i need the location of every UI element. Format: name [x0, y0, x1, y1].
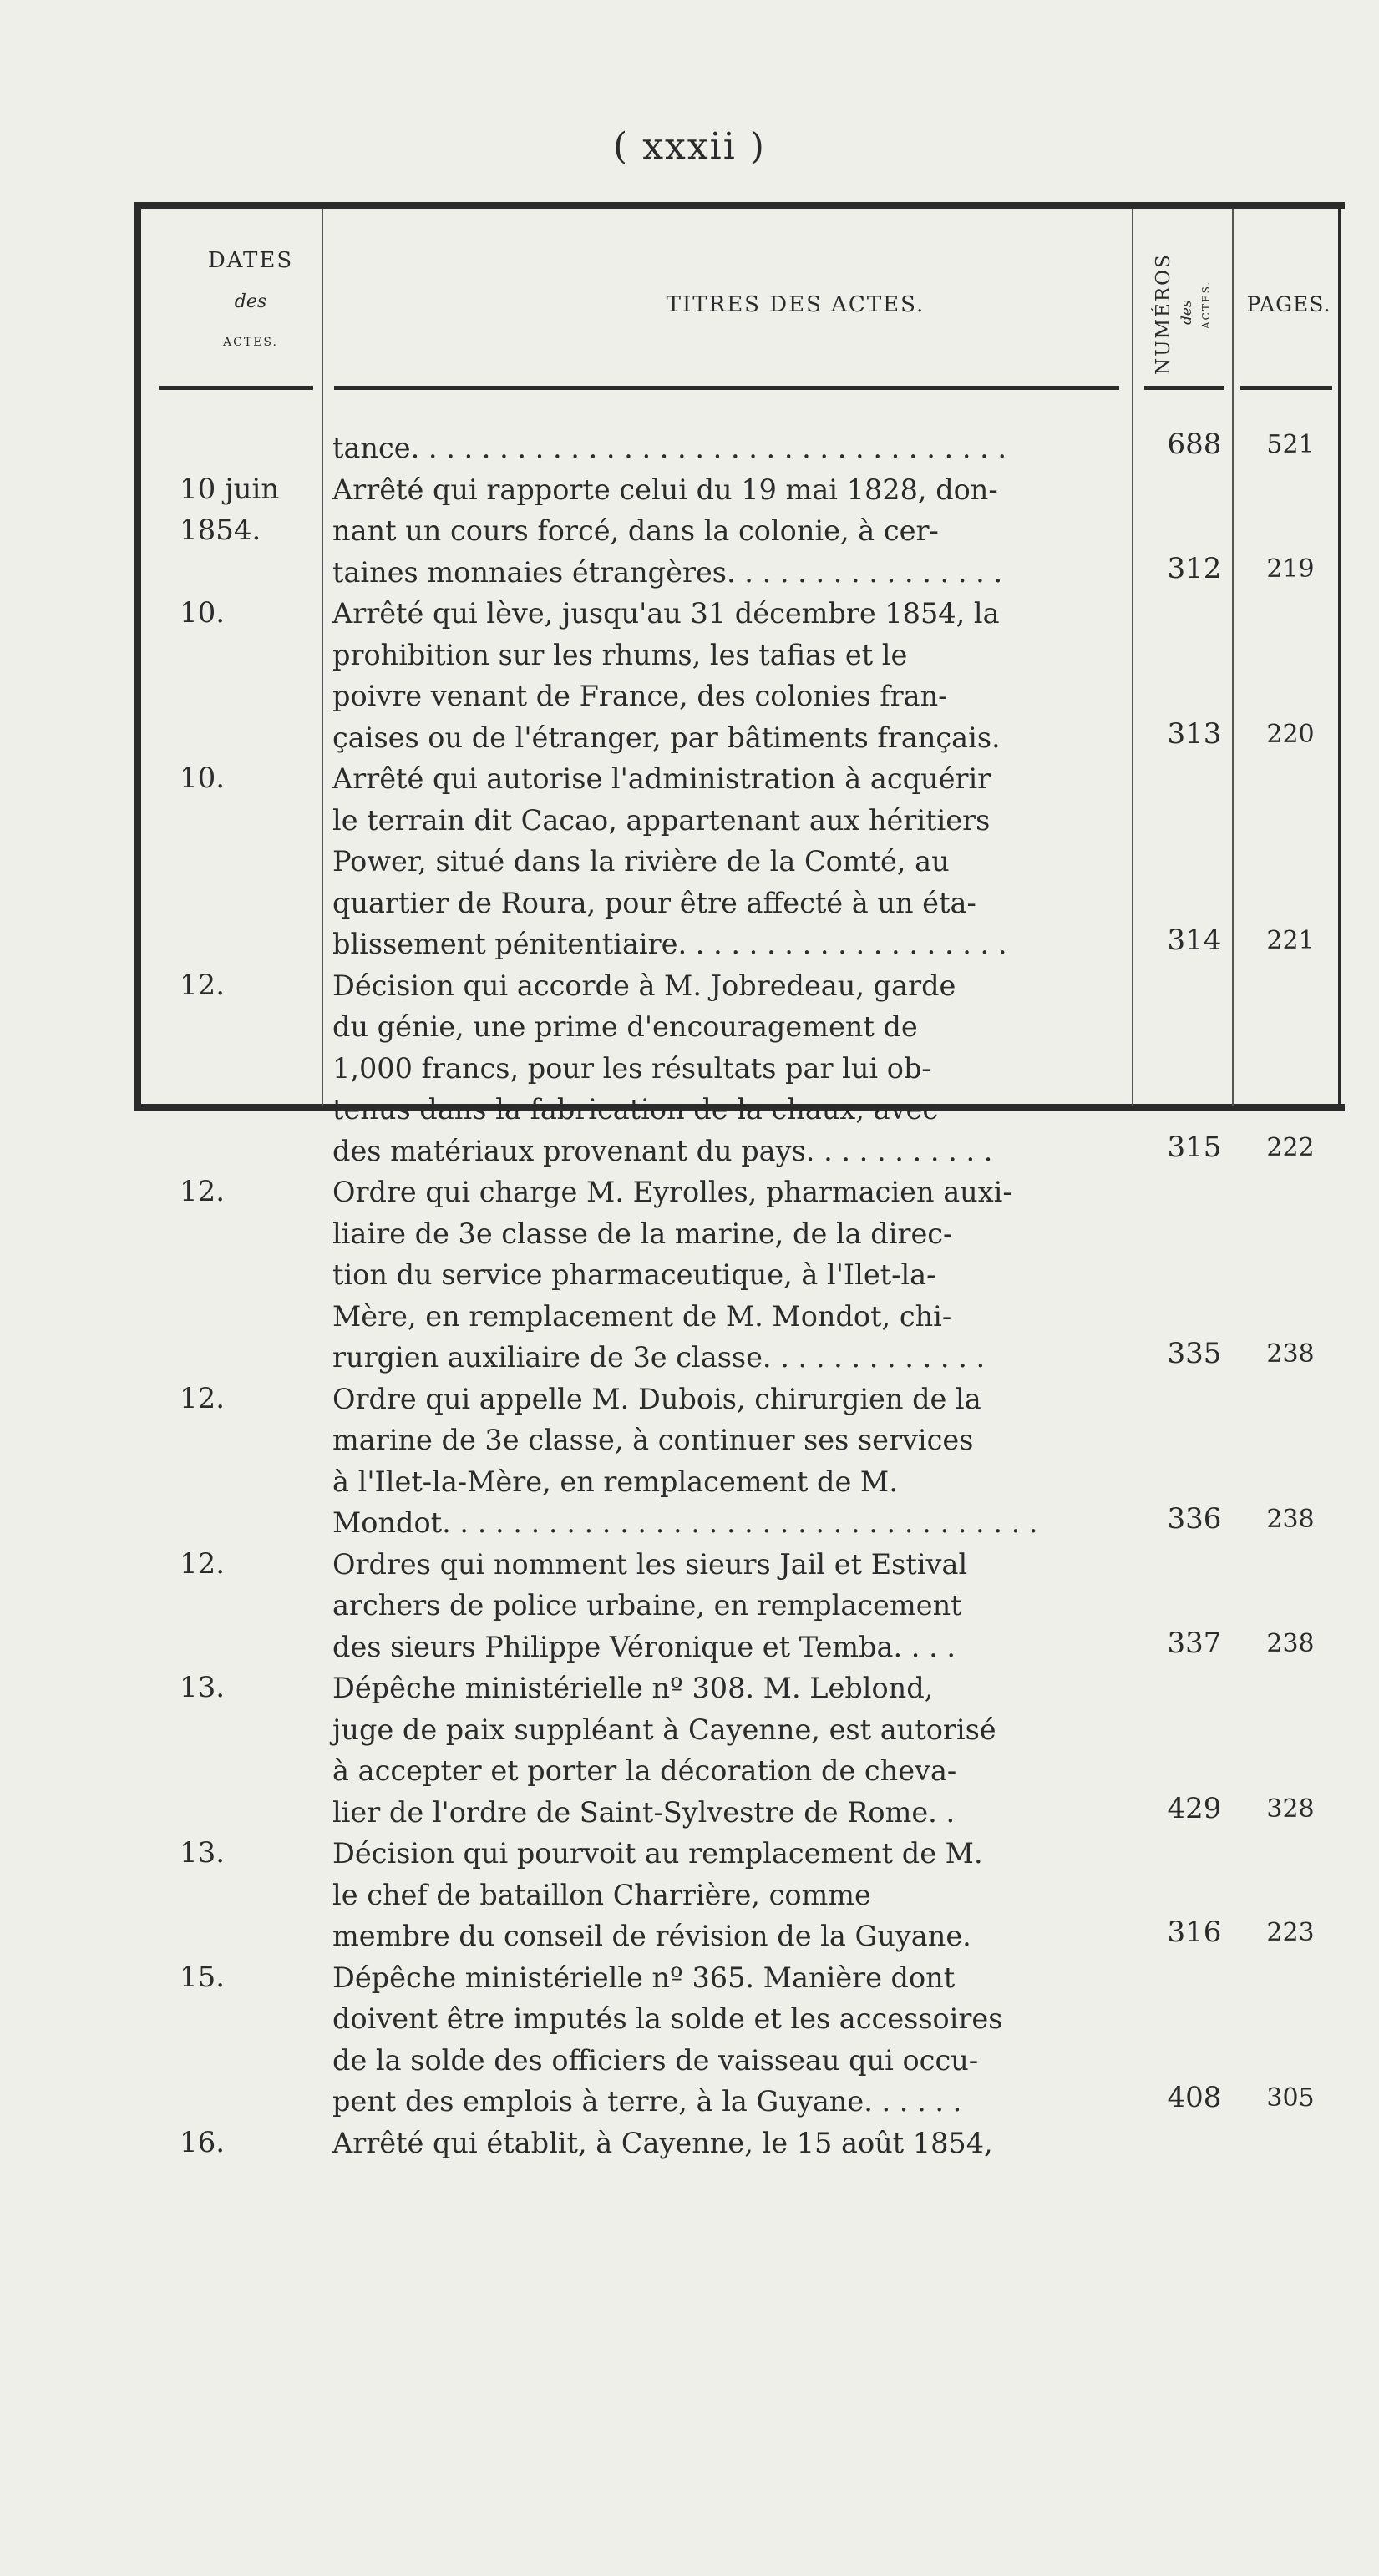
act-date-line: 13.: [180, 1671, 226, 1704]
act-date-line: 1854.: [180, 514, 261, 547]
act-date-line: 12.: [180, 1175, 226, 1208]
act-date: [180, 593, 338, 676]
act-number: 688: [1167, 428, 1222, 461]
act-number: 429: [1167, 1791, 1222, 1825]
act-page: 521: [1266, 430, 1315, 459]
act-title: [332, 1833, 1094, 1957]
act-number: 408: [1167, 2081, 1222, 2114]
header-pages: PAGES.: [1246, 292, 1331, 316]
act-date-line: [180, 1875, 338, 1916]
column-divider-numeros: [1232, 209, 1234, 1106]
act-title-line: tance. . . . . . . . . . . . . . . . . . . . . . . . . . . . . . . . . .: [332, 432, 1007, 464]
act-title: [332, 758, 1094, 965]
act-date: [180, 965, 338, 1048]
act-page: 219: [1266, 554, 1315, 584]
act-number: 335: [1167, 1337, 1222, 1370]
act-title-line: archers de police urbaine, en remplacement: [332, 1589, 962, 1622]
act-title: [332, 1172, 1094, 1379]
act-title-line: lier de l'ordre de Saint-Sylvestre de Rome. .: [332, 1795, 956, 1829]
act-title-line: doivent être imputés la solde et les accessoires: [332, 2002, 1003, 2035]
header-numeros: [1148, 225, 1224, 383]
act-title-line: le chef de bataillon Charrière, comme: [332, 1878, 871, 1911]
act-title-line: Mère, en remplacement de M. Mondot, chi-: [332, 1299, 952, 1333]
act-title-line: Ordre qui charge M. Eyrolles, pharmacien auxi-: [332, 1176, 1012, 1208]
act-date-line: 10 juin: [180, 472, 280, 506]
act-date-line: [180, 1998, 338, 2040]
header-underline-dates: [159, 386, 313, 390]
header-dates-actes: ACTES.: [223, 336, 278, 349]
act-title-line: prohibition sur les rhums, les tafias et le: [332, 638, 908, 671]
act-date-line: 10.: [180, 596, 226, 630]
act-page: 238: [1266, 1628, 1315, 1658]
act-title-line: blissement pénitentiaire. . . . . . . . . . . . . . . . . . .: [332, 928, 1007, 960]
act-date: [180, 1172, 338, 1254]
act-date: [180, 1957, 338, 2040]
header-underline-titles: [334, 386, 1119, 390]
act-title-line: tion du service pharmaceutique, à l'Ilet-la-: [332, 1258, 936, 1291]
act-title: [332, 1379, 1094, 1544]
act-title: [332, 965, 1094, 1172]
act-title-line: Décision qui accorde à M. Jobredeau, garde: [332, 969, 956, 1002]
header-dates: DATES: [207, 248, 294, 273]
act-title-line: rurgien auxiliaire de 3e classe. . . . . . . . . . . . .: [332, 1341, 986, 1374]
act-title-line: Arrêté qui rapporte celui du 19 mai 1828, don-: [332, 473, 998, 506]
act-title-line: taines monnaies étrangères. . . . . . . . . . . . . . . .: [332, 555, 1003, 589]
act-title-line: tenus dans la fabrication de la chaux, avec: [332, 1093, 939, 1126]
act-page: 328: [1266, 1794, 1315, 1824]
act-title: [332, 1957, 1094, 2123]
header-dates-des: des: [234, 291, 267, 312]
act-title-line: Power, situé dans la rivière de la Comté, au: [332, 845, 950, 878]
act-date-line: 15.: [180, 1960, 226, 1994]
act-title-line: de la solde des officiers de vaisseau qui occu-: [332, 2043, 979, 2077]
act-date: [180, 469, 338, 552]
act-title-line: Ordres qui nomment les sieurs Jail et Estival: [332, 1547, 968, 1581]
act-date-line: [180, 800, 338, 842]
act-title-line: Décision qui pourvoit au remplacement de M.: [332, 1837, 983, 1870]
act-title-line: liaire de 3e classe de la marine, de la direc-: [332, 1217, 953, 1250]
act-title-line: du génie, une prime d'encouragement de: [332, 1010, 918, 1043]
act-title-line: nant un cours forcé, dans la colonie, à cer-: [332, 514, 939, 547]
act-date-line: [180, 1420, 338, 1461]
act-date: [180, 2123, 338, 2205]
act-date-line: 12.: [180, 1546, 226, 1581]
act-date: [180, 1668, 338, 1750]
act-title-line: 1,000 francs, pour les résultats par lui ob-: [332, 1051, 931, 1085]
act-title-line: le terrain dit Cacao, appartenant aux héritiers: [332, 803, 991, 837]
act-date: [180, 1544, 338, 1627]
act-title: [332, 1668, 1094, 1833]
act-date-line: 10.: [180, 762, 226, 795]
act-date-line: 13.: [180, 1836, 226, 1870]
act-title-line: à accepter et porter la décoration de cheva-: [332, 1754, 957, 1787]
table-top-rule: [134, 202, 1345, 209]
column-divider-titles: [1132, 209, 1133, 1106]
act-number: 313: [1167, 716, 1222, 751]
header-underline-numeros: [1144, 386, 1224, 390]
act-date-line: [180, 1585, 338, 1627]
act-page: 305: [1266, 2083, 1315, 2113]
act-title-line: à l'Ilet-la-Mère, en remplacement de M.: [332, 1465, 898, 1498]
table-left-rule: [134, 202, 141, 1111]
act-number: 336: [1167, 1502, 1222, 1536]
act-date-line: 16.: [180, 2125, 226, 2159]
act-title-line: poivre venant de France, des colonies fran-: [332, 680, 948, 712]
act-date-line: 12.: [180, 968, 226, 1002]
act-date-line: [180, 1006, 338, 1048]
act-page: 223: [1266, 1918, 1315, 1947]
act-title-line: juge de paix suppléant à Cayenne, est autorisé: [332, 1713, 996, 1746]
act-number: 337: [1167, 1626, 1222, 1660]
act-date-line: 12.: [180, 1381, 226, 1415]
header-numeros-label: NUMÉROS: [1153, 253, 1174, 375]
act-title-line: Arrêté qui établit, à Cayenne, le 15 août 1854,: [332, 2126, 993, 2159]
act-date-line: [180, 1709, 338, 1751]
act-title-line: Arrêté qui lève, jusqu'au 31 décembre 1854, la: [332, 597, 1000, 630]
act-title: [332, 593, 1094, 758]
act-title-line: Mondot. . . . . . . . . . . . . . . . . . . . . . . . . . . . . . . . . .: [332, 1506, 1038, 1539]
page-number: ( xxxii ): [613, 125, 766, 168]
act-title-line: Dépêche ministérielle nº 308. M. Leblond,: [332, 1672, 934, 1704]
act-page: 238: [1266, 1505, 1315, 1534]
act-title-line: membre du conseil de révision de la Guyane.: [332, 1920, 971, 1952]
act-date: [180, 1379, 338, 1461]
act-number: 315: [1167, 1130, 1222, 1164]
act-title-line: pent des emplois à terre, à la Guyane. . . . . .: [332, 2085, 962, 2118]
act-number: 316: [1167, 1916, 1222, 1949]
act-title-line: Arrêté qui autorise l'administration à acquérir: [332, 762, 991, 795]
act-title-line: Dépêche ministérielle nº 365. Manière dont: [332, 1961, 956, 1994]
act-title-line: des matériaux provenant du pays. . . . . . . . . . .: [332, 1134, 993, 1167]
header-titles: TITRES DES ACTES.: [666, 292, 925, 317]
act-date: [180, 758, 338, 841]
act-date-line: [180, 2164, 338, 2205]
act-title: [332, 2123, 1094, 2164]
act-date: [180, 1833, 338, 1916]
table-right-rule: [1338, 207, 1341, 1109]
act-title: [332, 1544, 1094, 1668]
act-title-line: marine de 3e classe, à continuer ses services: [332, 1424, 974, 1456]
act-title-line: des sieurs Philippe Véronique et Temba. . . .: [332, 1630, 956, 1663]
act-page: 222: [1266, 1132, 1315, 1162]
act-number: 314: [1167, 924, 1222, 957]
header-underline-pages: [1240, 386, 1332, 390]
act-number: 312: [1167, 551, 1222, 585]
act-date-line: [180, 635, 338, 676]
header-numeros-actes: ACTES.: [1200, 280, 1212, 329]
act-page: 238: [1266, 1339, 1315, 1369]
act-page: 221: [1266, 926, 1315, 955]
act-page: 220: [1266, 719, 1315, 749]
header-numeros-des: des: [1179, 300, 1195, 325]
act-date-line: [180, 428, 338, 469]
act-title-line: çaises ou de l'étranger, par bâtiments français.: [332, 721, 1001, 754]
act-date-line: [180, 1213, 338, 1255]
act-title: [332, 428, 1094, 469]
act-title-line: Ordre qui appelle M. Dubois, chirurgien de la: [332, 1382, 981, 1415]
act-title-line: quartier de Roura, pour être affecté à un éta-: [332, 886, 976, 919]
act-title: [332, 469, 1094, 594]
